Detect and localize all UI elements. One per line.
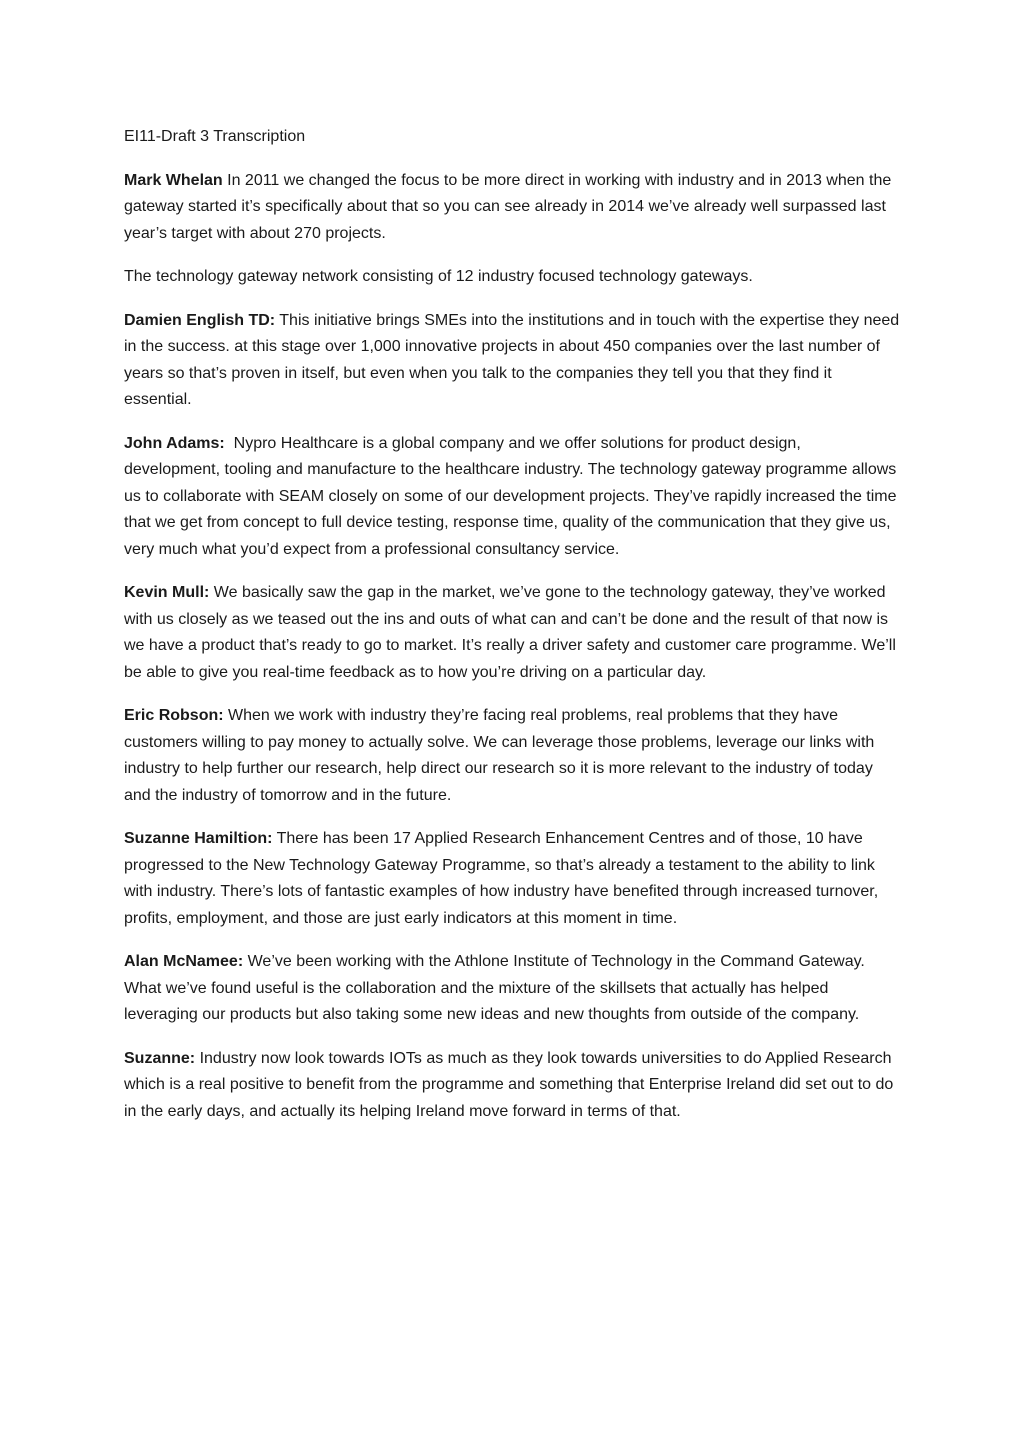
paragraph-text: There has been 17 Applied Research Enhancement Centres and of those, 10 have progressed to the New Technology Gateway Programme, so that’s already a testament to the ability to link with industry. There’s lots of fantastic examples of how industry have benefited through increased turnover, profits, employment, and those are just early indicators at this moment in time.: [124, 830, 879, 927]
speaker-name: Eric Robson:: [124, 707, 224, 724]
paragraph-text: We’ve been working with the Athlone Institute of Technology in the Command Gateway. What we’ve found useful is the collaboration and the mixture of the skillsets that actually has helped leveraging our products but also taking some new ideas and new thoughts from outside of the company.: [124, 953, 865, 1023]
document-title: EI11-Draft 3 Transcription: [124, 128, 306, 145]
paragraph-text: Nypro Healthcare is a global company and we offer solutions for product design, development, tooling and manufacture to the healthcare industry. The technology gateway programme allows us to collaborate with SEAM closely on some of our development projects. They’ve rapidly increased the time that we get from concept to full device testing, response time, quality of the communication that they give us, very much what you’d expect from a professional consultancy service.: [124, 434, 901, 558]
speaker-name: John Adams:: [124, 434, 225, 452]
paragraph-text: This initiative brings SMEs into the institutions and in touch with the expertise they need in the success. at this stage over 1,000 innovative projects in about 450 companies over the last number of years so that’s proven in itself, but even when you talk to the companies they tell you that they find it essential.: [124, 311, 900, 408]
transcript-paragraph-damien-english: [124, 308, 900, 414]
transcript-paragraph-alan-mcnamee: [124, 949, 900, 1029]
speaker-name: Kevin Mull:: [124, 584, 210, 601]
paragraph-text: When we work with industry they’re facing real problems, real problems that they have customers willing to pay money to actually solve. We can leverage those problems, leverage our links with industry to help further our research, help direct our research so it is more relevant to the industry of today and the industry of tomorrow and in the future.: [124, 707, 875, 804]
speaker-name: Mark Whelan: [124, 171, 223, 189]
transcript-paragraph-john-adams: [124, 431, 900, 564]
speaker-name: Alan McNamee:: [124, 953, 244, 970]
transcript-paragraph-suzanne-hamiltion: [124, 826, 900, 932]
transcript-paragraph-kevin-mull: [124, 580, 900, 686]
transcript-paragraph-eric-robson: [124, 703, 900, 809]
document-body: [124, 124, 900, 1142]
paragraph-text: We basically saw the gap in the market, we’ve gone to the technology gateway, they’ve worked with us closely as we teased out the ins and outs of what can and can’t be done and the result of that now is we have a product that’s ready to go to market. It’s really a driver safety and customer care programme. We’ll be able to give you real-time feedback as to how you’re driving on a particular day.: [124, 584, 896, 681]
transcript-paragraph-suzanne: [124, 1046, 900, 1126]
speaker-name: Damien English TD:: [124, 311, 276, 329]
transcript-paragraph-network: [124, 264, 900, 291]
paragraph-text: The technology gateway network consisting of 12 industry focused technology gateways.: [124, 268, 753, 285]
transcript-paragraph-mark-whelan: [124, 168, 900, 248]
paragraph-text: Industry now look towards IOTs as much as they look towards universities to do Applied Research which is a real positive to benefit from the programme and something that Enterprise Ireland did set out to do in the early days, and actually its helping Ireland move forward in terms of that.: [124, 1049, 894, 1120]
speaker-name: Suzanne:: [124, 1049, 196, 1067]
speaker-name: Suzanne Hamiltion:: [124, 830, 273, 847]
paragraph-text: In 2011 we changed the focus to be more direct in working with industry and in 2013 when the gateway started it’s specifically about that so you can see already in 2014 we’ve already well surpassed last year’s target with about 270 projects.: [124, 171, 892, 242]
